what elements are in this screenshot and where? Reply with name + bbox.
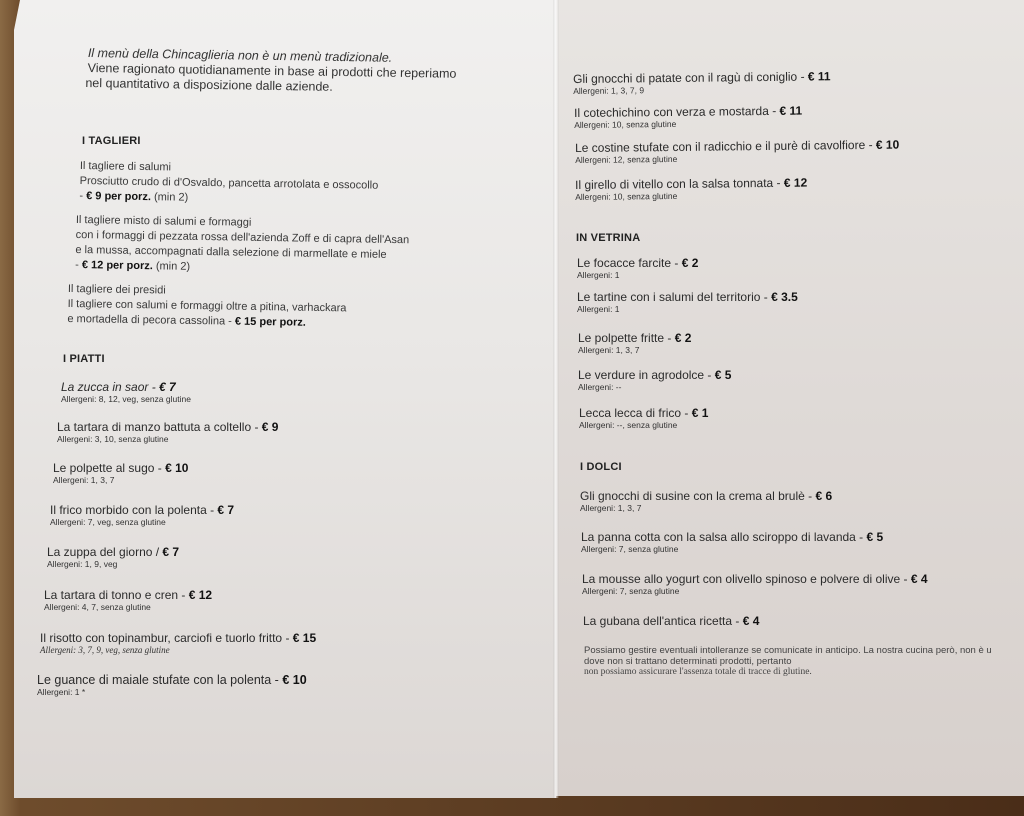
note-line-1: Possiamo gestire eventuali intolleranze se comunicate in anticipo. La nostra cucina però, non è u [584,645,992,656]
page-fold [553,0,559,798]
item-allergens: Allergeni: 1, 3, 7 [578,345,640,355]
item-price: € 12 [188,588,213,602]
menu-item [575,176,807,202]
tagliere-desc-2: e la mussa, accompagnati dalla selezione di marmellate e miele [75,243,387,261]
item-price: € 7 [162,545,180,559]
menu-item [47,545,179,569]
item-price: € 5 [866,530,884,544]
item-name: La tartara di manzo battuta a coltello - [57,420,262,434]
item-name: Le guance di maiale stufate con la polenta - [37,673,283,687]
item-allergens: Allergeni: 1 * [37,687,86,697]
tagliere-price: € 15 per porz. [234,315,306,329]
item-name: Gli gnocchi di patate con il ragù di coniglio - [573,69,808,86]
item-allergens: Allergeni: 1 [577,270,620,280]
tagliere-desc: con i formaggi di pezzata rossa dell'azienda Zoff e di capra dell'Asan [75,228,410,247]
tagliere-price: € 9 per porz. [86,190,152,204]
menu-item [578,368,731,392]
menu-item [50,503,234,527]
item-price: € 4 [910,572,928,586]
item-price: € 7 [217,503,235,517]
section-title-taglieri: I TAGLIERI [82,135,141,147]
menu-item [580,489,832,513]
section-title-dolci: I DOLCI [580,461,622,473]
item-name: Le verdure in agrodolce - [578,368,715,382]
item-allergens: Allergeni: 1, 3, 7 [53,475,115,485]
item-allergens: Allergeni: 3, 10, senza glutine [57,434,169,444]
item-allergens: Allergeni: 7, senza glutine [581,544,679,554]
item-price: € 11 [807,69,831,84]
intro-text [87,46,456,97]
tagliere-desc-2: e mortadella di pecora cassolina - [67,312,236,328]
item-price: € 2 [674,331,692,345]
item-price: € 1 [691,406,709,420]
item-name: Il frico morbido con la polenta - [50,503,218,517]
item-price: € 6 [815,489,833,503]
item-name: Gli gnocchi di susine con la crema al brulè - [580,489,816,503]
menu-item [581,530,883,554]
item-price: € 7 [159,380,176,394]
item-name: La zucca in saor - [61,380,160,394]
item-allergens: Allergeni: 8, 12, veg, senza glutine [61,394,191,404]
menu-item [40,631,316,655]
item-allergens: Allergeni: 10, senza glutine [575,190,678,202]
menu-item [573,69,831,96]
menu-item [577,256,698,280]
tagliere-price: € 12 per porz. [81,259,153,273]
item-price: € 10 [875,137,900,152]
menu-item [578,331,691,355]
menu-item [582,572,928,596]
item-allergens: Allergeni: -- [578,382,622,392]
item-name: La gubana dell'antica ricetta - [583,614,743,628]
menu-item [37,673,307,697]
tagliere-desc: Prosciutto crudo di d'Osvaldo, pancetta arrotolata e ossocollo [79,174,379,192]
menu-item [44,588,212,612]
menu-item [53,461,188,485]
item-price: € 5 [714,368,732,382]
item-allergens: Allergeni: 12, senza glutine [575,153,678,165]
item-name: La mousse allo yogurt con olivello spinoso e polvere di olive - [582,572,911,586]
item-name: La zuppa del giorno / [47,545,163,559]
item-price: € 2 [681,256,699,270]
menu-item [577,290,798,314]
tagliere-min: (min 2) [150,191,189,204]
tagliere-item [67,282,346,331]
item-price: € 10 [282,673,307,687]
tagliere-min: (min 2) [152,260,191,273]
menu-item [583,614,759,628]
price-prefix: - [75,258,83,272]
item-price: € 11 [779,103,803,118]
section-title-vetrina: IN VETRINA [576,232,641,244]
item-name: Le focacce farcite - [577,256,682,270]
intro-line-2: Viene ragionato quotidianamente in base ai prodotti che reperiamo [87,60,457,81]
item-name: La panna cotta con la salsa allo sciroppo di lavanda - [581,530,867,544]
allergy-note [584,645,992,677]
item-price: € 3.5 [771,290,798,304]
item-name: La tartara di tonno e cren - [44,588,189,602]
menu-item [579,406,708,430]
item-name: Le polpette fritte - [578,331,675,345]
section-title-piatti: I PIATTI [63,353,105,365]
item-name: Lecca lecca di frico - [579,406,692,420]
menu-item [57,420,278,444]
item-allergens: Allergeni: 3, 7, 9, veg, senza glutine [40,645,170,655]
item-price: € 9 [261,420,279,434]
tagliere-name: Il tagliere misto di salumi e formaggi [75,213,252,229]
intro-line-1: Il menù della Chincaglieria non è un menù tradizionale. [87,46,393,65]
item-name: Le tartine con i salumi del territorio - [577,290,772,304]
tagliere-desc: Il tagliere con salumi e formaggi oltre a pitina, varhackara [67,297,347,315]
tagliere-item [75,213,409,278]
item-allergens: Allergeni: 1, 9, veg [47,559,118,569]
item-allergens: Allergeni: 7, senza glutine [582,586,680,596]
item-allergens: Allergeni: 10, senza glutine [574,118,677,130]
note-line-3: non possiamo assicurare l'assenza totale di tracce di glutine. [584,667,812,677]
item-allergens: Allergeni: 4, 7, senza glutine [44,602,151,612]
item-name: Il girello di vitello con la salsa tonnata - [575,175,784,192]
intro-line-3: nel quantitativo a disposizione dalle aziende. [85,75,333,94]
tagliere-item [79,159,378,209]
item-price: € 10 [165,461,189,475]
item-price: € 4 [742,614,760,628]
menu-item [575,138,899,165]
item-name: Le costine stufate con il radicchio e il purè di cavolfiore - [575,137,876,155]
item-name: Le polpette al sugo - [53,461,166,475]
note-line-2: dove non si trattano determinati prodotti, pertanto [584,656,792,667]
tagliere-name: Il tagliere dei presidi [67,282,166,297]
tagliere-name: Il tagliere di salumi [79,159,172,174]
item-allergens: Allergeni: 7, veg, senza glutine [50,517,166,527]
item-allergens: Allergeni: --, senza glutine [579,420,678,430]
item-name: Il risotto con topinambur, carciofi e tuorlo fritto - [40,631,293,645]
menu-item [574,104,802,130]
item-allergens: Allergeni: 1 [577,304,620,314]
item-allergens: Allergeni: 1, 3, 7, 9 [573,85,645,96]
item-price: € 12 [783,175,808,190]
item-price: € 15 [292,631,317,645]
menu-item [61,380,191,404]
price-prefix: - [79,189,87,203]
item-name: Il cotechichino con verza e mostarda - [574,103,780,120]
item-allergens: Allergeni: 1, 3, 7 [580,503,642,513]
